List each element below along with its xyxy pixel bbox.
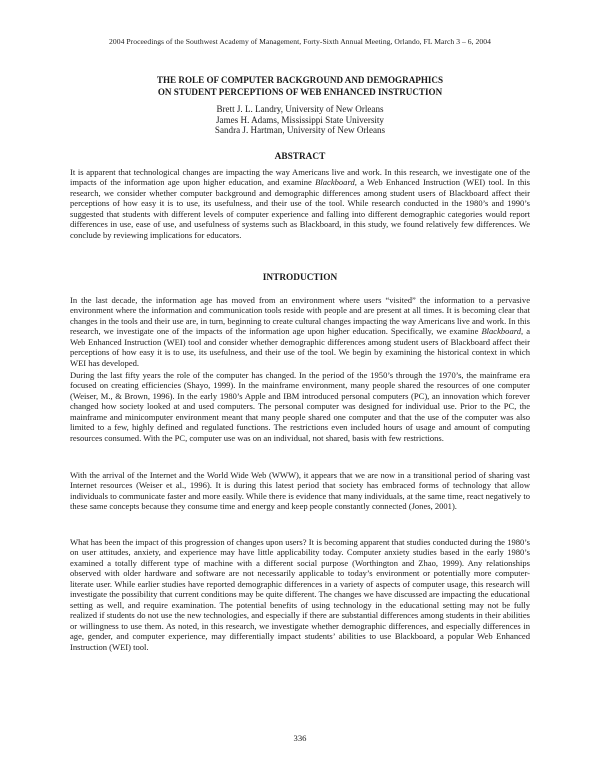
introduction-heading: INTRODUCTION	[262, 273, 338, 283]
abstract-heading: ABSTRACT	[274, 152, 326, 162]
paper-title-line-1: THE ROLE OF COMPUTER BACKGROUND AND DEMOGRAPHICS	[156, 75, 444, 85]
running-header: 2004 Proceedings of the Southwest Academy of Management, Forty-Sixth Annual Meeting, Orlando, FL March 3 – 6, 2004	[109, 37, 491, 46]
paper-title-line-2: ON STUDENT PERCEPTIONS OF WEB ENHANCED INSTRUCTION	[157, 86, 443, 97]
intro-p1-text-end: , a Web Enhanced Instruction (WEI) tool and consider whether demographic differences among student users of Blackboard affect their perceptions of how easy it is to use, its usefulness, and their use of the tool. We begin by examining the historical context in which WEI has developed.	[70, 326, 530, 368]
author-2: James H. Adams, Mississippi State University	[216, 114, 384, 125]
author-1: Brett J. L. Landry, University of New Orleans	[216, 104, 384, 114]
page-number: 336	[293, 733, 307, 743]
abstract-paragraph	[70, 167, 530, 240]
abstract-italic-term: Blackboard	[315, 177, 355, 188]
intro-paragraph-1	[70, 295, 530, 368]
intro-paragraph-3: With the arrival of the Internet and the World Wide Web (WWW), it appears that we are now in a transitional period of sharing vast Internet resources (Weiser et al., 1996). It is during this latest period that society has embraced forms of technology that allow individuals to communicate faster and more easily. While there is evidence that many individuals, at the same time, react negatively to these same concepts because they consume time and energy and keep people constantly connected (Jones, 2001).	[70, 470, 530, 512]
intro-p1-italic-term: Blackboard	[481, 326, 521, 337]
intro-p1-text-start: In the last decade, the information age has moved from an environment where users “visited” the information to a pervasive environment where the information and communication tools reside with people and are present at all times. It is becoming clear that changes in the tools and their use are, in turn, beginning to create cultural changes impacting the way Americans live and work. In this research, we investigate one of the impacts of the information age upon higher education. Specifically, we examine	[70, 295, 530, 337]
author-list	[0, 104, 600, 136]
intro-paragraph-2: During the last fifty years the role of the computer has changed. In the period of the 1950’s through the 1970’s, the mainframe era focused on creating efficiencies (Shayo, 1999). In the mainframe environment, many people shared the resources of one computer (Weiser, M., & Brown, 1996). In the early 1980’s Apple and IBM introduced personal computers (PC), an innovation which forever changed how society looked at and used computers. The personal computer was designed for individual use. Prior to the PC, the mainframe and minicomputer environment meant that many people shared one computer and that the use of the computer was also limited to a few, highly defined and regulated functions. The restrictions even included hours of usage and amount of computing resources consumed. With the PC, computer use was on an individual, not shared, basis with few restrictions.	[70, 370, 530, 443]
abstract-text-end: , a Web Enhanced Instruction (WEI) tool. In this research, we consider whether computer background and demographic differences among student users of Blackboard affect their perceptions of how easy it is to use, its usefulness, and their use of the tool. While research conducted in the 1980’s and 1990’s suggested that students with different levels of computer experience and falling into different demographic categories would report differences in use, ease of use, and usefulness of systems such as Blackboard, in this study, we found relatively few differences. We conclude by reviewing implications for educators.	[70, 177, 530, 240]
abstract-text-start: It is apparent that technological changes are impacting the way Americans live and work. In this research, we investigate one of the impacts of the information age upon higher education, and examine	[70, 167, 530, 188]
paper-title	[0, 75, 600, 98]
author-3: Sandra J. Hartman, University of New Orleans	[214, 125, 386, 136]
intro-paragraph-4: What has been the impact of this progression of changes upon users? It is becoming apparent that studies conducted during the 1980’s on user attitudes, anxiety, and experience may have little applicability today. Computer anxiety studies based in the early 1980’s examined a totally different type of machine with a different social purpose (Worthington and Zhao, 1999). Any relationships observed with older hardware and software are not necessarily applicable to today’s environment or potentially more computer-literate user. While earlier studies have reported demographic differences in a variety of aspects of computer usage, this research will investigate the possibility that current conditions may be quite different. The changes we have discussed are impacting the educational setting as well, and require examination. The potential benefits of using technology in the educational setting may not be fully realized if students do not use the new technologies, and especially if there are substantial differences among students in their abilities or willingness to use them. As noted, in this research, we investigate whether demographic differences, and especially differences in age, gender, and computer experience, may differentially impact students’ abilities to use Blackboard, a popular Web Enhanced Instruction (WEI) tool.	[70, 537, 530, 652]
